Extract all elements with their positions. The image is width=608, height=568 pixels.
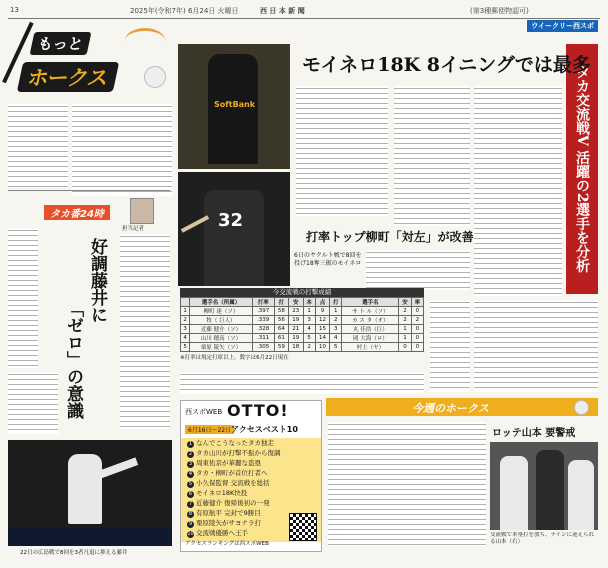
table-cell: 21 xyxy=(289,325,303,334)
story-kicker: タカ交流戦V 活躍の2選手を分析 xyxy=(566,44,598,294)
story-text-6 xyxy=(430,300,470,392)
list-item-text: タカ・柳町が首位打者へ xyxy=(196,469,268,477)
table-cell: 栗原 陵矢（ソ） xyxy=(190,343,252,352)
rank-badge: 3 xyxy=(188,461,193,467)
page-header xyxy=(0,6,608,18)
table-header: 打 xyxy=(274,298,288,307)
list-item[interactable] xyxy=(181,478,321,488)
column-photo-caption: 22日の広島戦で8回を3者凡退に抑える藤井 xyxy=(20,550,128,556)
table-cell: 0 xyxy=(411,307,423,316)
stats-table-title: 今交流戦の打撃成績 xyxy=(180,288,424,297)
table-cell: 14 xyxy=(315,334,329,343)
column-text-b xyxy=(120,234,170,429)
column-tag: タカ番24時 xyxy=(44,205,110,220)
list-item-text: 周東佑京が華麗な盗塁 xyxy=(196,459,261,467)
table-cell: 3 xyxy=(303,316,315,325)
table-header: 選手名 xyxy=(342,298,399,307)
table-cell: 56 xyxy=(274,316,288,325)
rank-badge: 10 xyxy=(187,531,194,537)
table-cell: 3 xyxy=(181,325,190,334)
table-cell: 0 xyxy=(399,343,411,352)
rank-badge: 6 xyxy=(188,491,193,497)
table-cell: 5 xyxy=(181,343,190,352)
reporter-name: 担当記者 xyxy=(122,226,145,232)
column-text-a xyxy=(8,228,38,368)
table-cell: 3 xyxy=(330,325,342,334)
list-item[interactable] xyxy=(181,438,321,448)
list-item-text: 栗原陵矢がサヨナラ打 xyxy=(196,519,261,527)
jersey-number: 32 xyxy=(218,210,244,231)
list-item-text: タカ山川が打撃不振から復調 xyxy=(196,449,281,457)
weekly-photo-caption: 交流戦で本塁打を放ち、ナインに迎えられる山本（右） xyxy=(490,532,595,545)
rank-badge: 5 xyxy=(188,481,193,487)
player-figure-3 xyxy=(568,460,594,530)
list-item-text: なんでこうなったタカ独走 xyxy=(196,439,274,447)
motto-hawks-logo xyxy=(10,26,170,100)
stadium-wall xyxy=(8,528,172,546)
column-headline-b: 「ゼロ」の意識 xyxy=(63,300,83,419)
edition-note: (第3種郵便物認可) xyxy=(470,7,529,15)
table-cell: 58 xyxy=(274,307,288,316)
corner-label: ウイークリー西スポ xyxy=(527,20,598,32)
column-photo xyxy=(8,440,172,546)
reporter-photo xyxy=(130,198,154,224)
date-line: 2025年(令和7年) 6月24日 火曜日 xyxy=(130,7,239,15)
table-header: 打率 xyxy=(252,298,274,307)
story-text-4 xyxy=(366,250,470,290)
weekly-banner-title: 今週のホークス xyxy=(412,402,489,415)
rank-badge: 4 xyxy=(188,471,193,477)
table-cell: 柳町 達（ソ） xyxy=(190,307,252,316)
table-cell: 岡 大海（ロ） xyxy=(342,334,399,343)
table-cell: 10 xyxy=(315,343,329,352)
table-cell: .397 xyxy=(252,307,274,316)
stats-table xyxy=(180,297,424,352)
moinero-photo xyxy=(178,44,290,169)
table-cell: 1 xyxy=(303,307,315,316)
table-cell: 0 xyxy=(411,325,423,334)
sub-headline: 打率トップ柳町「対左」が改善 xyxy=(306,230,474,244)
table-row xyxy=(181,316,424,325)
rank-badge: 8 xyxy=(188,511,193,517)
table-cell: 4 xyxy=(330,334,342,343)
table-cell: 18 xyxy=(289,343,303,352)
list-item-text: 近藤健介 復帰後初の一発 xyxy=(196,499,270,507)
weekly-text xyxy=(328,422,486,546)
story-text-1 xyxy=(296,86,388,216)
yanagimachi-photo xyxy=(178,172,290,286)
header-rule xyxy=(8,18,600,19)
weekly-photo xyxy=(490,442,598,530)
batter-figure xyxy=(204,190,264,286)
table-cell: 4 xyxy=(181,334,190,343)
rank-badge: 9 xyxy=(188,521,193,527)
table-cell: 1 xyxy=(399,325,411,334)
story-text-5 xyxy=(474,300,598,392)
table-cell: 2 xyxy=(303,343,315,352)
column-text-c xyxy=(8,372,58,434)
rank-badge: 1 xyxy=(188,441,193,447)
qr-code-icon[interactable] xyxy=(289,513,317,541)
table-row xyxy=(181,334,424,343)
moinero-caption: 6日のヤクルト戦で8回を投げ18奪三振のモイネロ xyxy=(294,252,362,267)
rank-badge: 2 xyxy=(188,451,193,457)
table-cell: 2 xyxy=(181,316,190,325)
table-cell: 山川 穂高（ソ） xyxy=(190,334,252,343)
table-cell: 12 xyxy=(315,316,329,325)
player-figure-1 xyxy=(500,456,528,530)
stats-table-note: ※打率は規定打席以上。数字は6月22日現在 xyxy=(180,355,289,361)
table-cell: 19 xyxy=(289,334,303,343)
table-header: 安 xyxy=(399,298,411,307)
table-cell: .339 xyxy=(252,316,274,325)
list-item-text: モイネロ18K快投 xyxy=(196,489,248,497)
list-item-text: 小久保監督 交流戦を総括 xyxy=(196,479,270,487)
table-cell: 牧（ 巨人） xyxy=(190,316,252,325)
left-column-text-1 xyxy=(8,104,68,188)
uniform-text: SoftBank xyxy=(214,100,256,109)
otto-footer: アクセスランキングは西スポWEB xyxy=(185,541,269,547)
rank-badge: 7 xyxy=(188,501,193,507)
otto-brand: 西スポWEB xyxy=(185,408,223,416)
table-cell: 15 xyxy=(315,325,329,334)
table-cell: 2 xyxy=(330,316,342,325)
story-text-3 xyxy=(474,86,562,296)
otto-ranking-box xyxy=(180,400,322,552)
table-cell: 23 xyxy=(289,307,303,316)
logo-line2: ホークス xyxy=(17,62,119,92)
list-item-text: 有原航平 完封で9勝目 xyxy=(196,509,261,517)
table-header: 選手名（所属） xyxy=(190,298,252,307)
baseball-icon xyxy=(574,400,589,415)
table-cell: サ ト ル（ソ） xyxy=(342,307,399,316)
table-cell: .311 xyxy=(252,334,274,343)
table-cell: 近藤 健介（ソ） xyxy=(190,325,252,334)
list-item[interactable] xyxy=(181,488,321,498)
main-headline: モイネロ18K 8イニングでは最多 xyxy=(302,54,591,76)
pitcher-arm xyxy=(98,457,138,478)
list-item[interactable] xyxy=(181,498,321,508)
table-cell: 2 xyxy=(399,316,411,325)
weekly-hawks-banner xyxy=(326,398,598,416)
stats-header-row xyxy=(181,298,424,307)
moinero-figure xyxy=(208,54,258,164)
table-cell: .305 xyxy=(252,343,274,352)
table-cell: 村上（ヤ） xyxy=(342,343,399,352)
table-cell: 19 xyxy=(289,316,303,325)
table-cell: 59 xyxy=(274,343,288,352)
table-header: 安 xyxy=(289,298,303,307)
table-cell: 1 xyxy=(399,334,411,343)
table-header: 本 xyxy=(303,298,315,307)
table-cell: 丸 佳浩（巨） xyxy=(342,325,399,334)
pitcher-figure xyxy=(68,454,102,524)
table-row xyxy=(181,343,424,352)
left-column-text-2 xyxy=(72,104,172,196)
table-cell: 0 xyxy=(411,334,423,343)
table-cell: 64 xyxy=(274,325,288,334)
table-cell: 9 xyxy=(315,307,329,316)
table-cell: 61 xyxy=(274,334,288,343)
baseball-icon xyxy=(144,66,166,88)
table-cell: .328 xyxy=(252,325,274,334)
player-figure-2 xyxy=(536,450,564,530)
weekly-headline: ロッテ山本 要警戒 xyxy=(492,428,576,439)
story-text-2 xyxy=(394,86,470,226)
stats-table-block xyxy=(180,288,424,361)
story-text-7 xyxy=(180,372,424,394)
table-row xyxy=(181,325,424,334)
column-headline-a: 好調藤井に xyxy=(87,238,107,323)
table-cell: 4 xyxy=(303,325,315,334)
logo-line1: もっと xyxy=(30,32,92,55)
paper-name: 西 日 本 新 聞 xyxy=(260,7,305,15)
list-item[interactable] xyxy=(181,458,321,468)
table-cell: 5 xyxy=(330,343,342,352)
otto-title: OTTO! xyxy=(227,401,289,420)
list-item[interactable] xyxy=(181,448,321,458)
table-cell: 1 xyxy=(181,307,190,316)
table-cell: 1 xyxy=(330,307,342,316)
table-cell: 0 xyxy=(411,343,423,352)
page-number: 13 xyxy=(10,6,19,14)
table-cell: 2 xyxy=(411,316,423,325)
table-header: 率 xyxy=(411,298,423,307)
table-row xyxy=(181,307,424,316)
list-item-text: 交流戦優勝へ王手 xyxy=(196,529,248,537)
column-divider xyxy=(8,190,170,191)
table-header: 打 xyxy=(330,298,342,307)
wing-icon xyxy=(125,28,165,53)
otto-period: 6月16日〜22日 xyxy=(185,425,234,434)
list-item[interactable] xyxy=(181,468,321,478)
table-cell: 2 xyxy=(399,307,411,316)
table-header: 点 xyxy=(315,298,329,307)
otto-ranking-title: アクセスベスト10 xyxy=(231,425,298,434)
table-cell: カ ス タ（オ） xyxy=(342,316,399,325)
table-cell: 5 xyxy=(303,334,315,343)
table-header xyxy=(181,298,190,307)
